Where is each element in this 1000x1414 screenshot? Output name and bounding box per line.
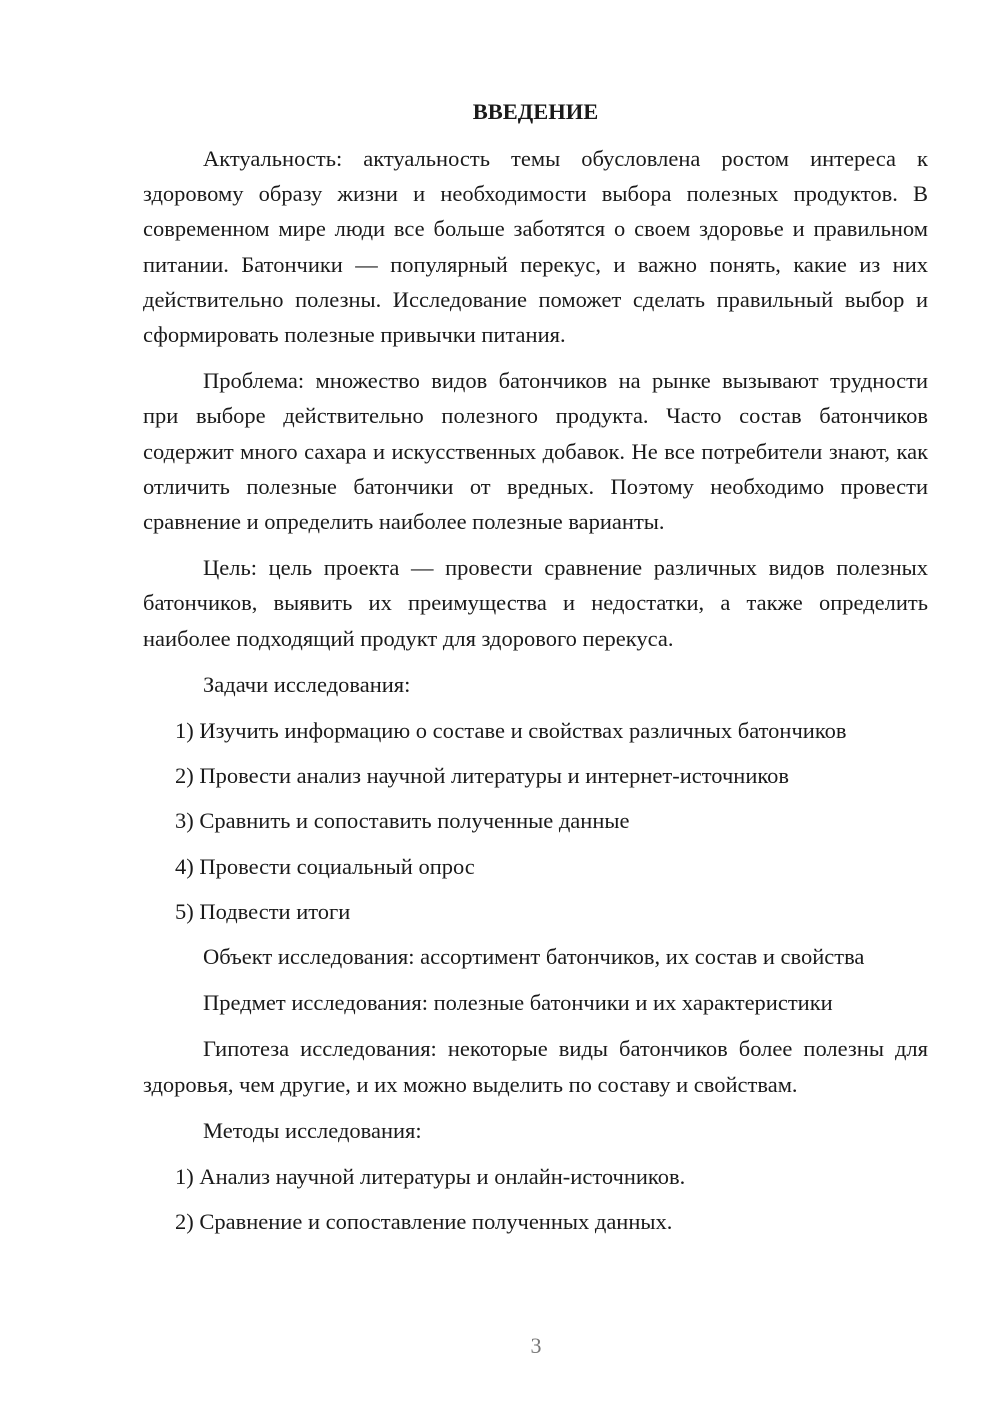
page-number: 3 bbox=[530, 1333, 542, 1358]
problem-paragraph: Проблема: множество видов батончиков на рынке вызывают трудности при выборе действительно полезного продукта. Часто состав батончиков содержит много сахара и искусственных добавок. Не все потребители знают, как отличить полезные батончики от вредных. Поэтому необходимо провести сравнение и определить наиболее полезные варианты. bbox=[143, 368, 928, 535]
list-item: 2) Провести анализ научной литературы и интернет-источников bbox=[175, 763, 790, 789]
section-title: ВВЕДЕНИЕ bbox=[472, 99, 599, 124]
list-item: 1) Изучить информацию о составе и свойствах различных батончиков bbox=[175, 718, 847, 744]
subject-paragraph: Предмет исследования: полезные батончики и их характеристики bbox=[203, 990, 833, 1016]
relevance-paragraph: Актуальность: актуальность темы обусловлена ростом интереса к здоровому образу жизни и необходимости выбора полезных продуктов. В современном мире люди все больше заботятся о своем здоровье и правильном питании. Батончики — популярный перекус, и важно понять, какие из них действительно полезны. Исследование поможет сделать правильный выбор и сформировать полезные привычки питания. bbox=[143, 146, 928, 348]
methods-list bbox=[143, 1159, 928, 1239]
list-item: 1) Анализ научной литературы и онлайн-источников. bbox=[175, 1164, 686, 1190]
page-content bbox=[143, 94, 928, 1249]
list-item: 2) Сравнение и сопоставление полученных данных. bbox=[175, 1209, 673, 1235]
list-item: 3) Сравнить и сопоставить полученные данные bbox=[175, 808, 630, 834]
goal-paragraph: Цель: цель проекта — провести сравнение различных видов полезных батончиков, выявить их преимущества и недостатки, а также определить наиболее подходящий продукт для здорового перекуса. bbox=[143, 555, 928, 651]
tasks-heading: Задачи исследования: bbox=[203, 671, 411, 697]
methods-heading: Методы исследования: bbox=[203, 1117, 422, 1143]
tasks-list bbox=[143, 713, 928, 929]
list-item: 4) Провести социальный опрос bbox=[175, 853, 475, 879]
hypothesis-paragraph: Гипотеза исследования: некоторые виды батончиков более полезны для здоровья, чем другие, и их можно выделить по составу и свойствам. bbox=[143, 1036, 928, 1097]
object-paragraph: Объект исследования: ассортимент батончиков, их состав и свойства bbox=[203, 944, 865, 970]
list-item: 5) Подвести итоги bbox=[175, 898, 351, 924]
